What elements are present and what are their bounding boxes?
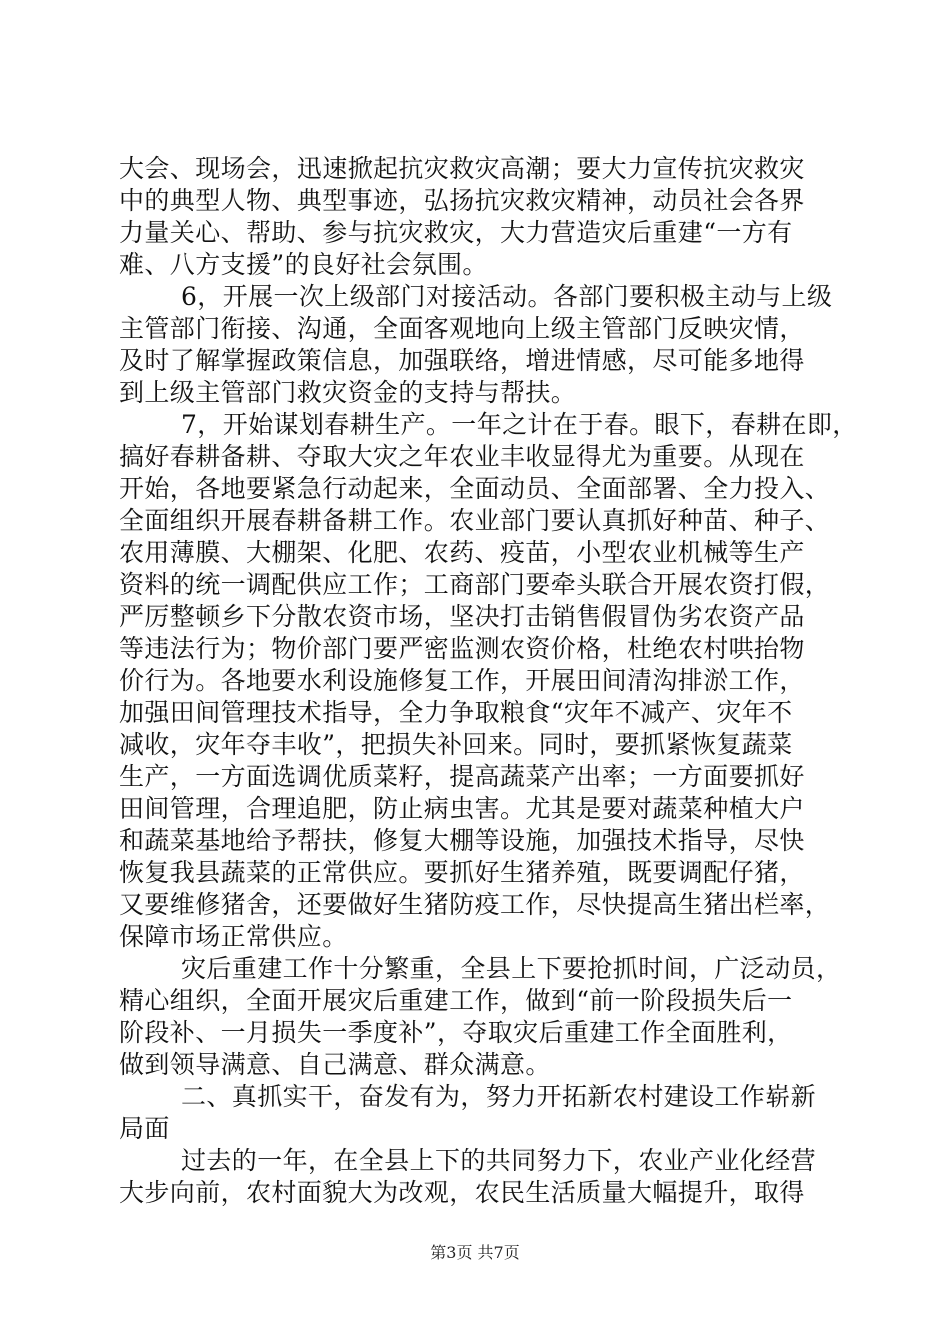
text-line: 主管部门衔接、沟通，全面客观地向上级主管部门反映灾情，: [119, 314, 805, 343]
text-line: 到上级主管部门救灾资金的支持与帮扶。: [119, 378, 577, 407]
text-line: 大会、现场会，迅速掀起抗灾救灾高潮；要大力宣传抗灾救灾: [119, 154, 805, 183]
text-line: 又要维修猪舍，还要做好生猪防疫工作，尽快提高生猪出栏率，: [119, 890, 831, 919]
text-line: 开始，各地要紧急行动起来，全面动员、全面部署、全力投入、: [119, 474, 831, 503]
text-line: 6，开展一次上级部门对接活动。各部门要积极主动与上级: [181, 282, 833, 311]
text-line: 中的典型人物、典型事迹，弘扬抗灾救灾精神，动员社会各界: [119, 186, 805, 215]
text-line: 难、八方支援”的良好社会氛围。: [119, 250, 488, 279]
text-line: 阶段补、一月损失一季度补”，夺取灾后重建工作全面胜利，: [119, 1018, 793, 1047]
paragraph: [119, 281, 831, 409]
text-line: 农用薄膜、大棚架、化肥、农药、疫苗，小型农业机械等生产: [119, 538, 805, 567]
text-line: 二、真抓实干，奋发有为，努力开拓新农村建设工作崭新: [181, 1082, 817, 1111]
text-line: 等违法行为；物价部门要严密监测农资价格，杜绝农村哄抬物: [119, 634, 805, 663]
text-line: 恢复我县蔬菜的正常供应。要抓好生猪养殖，既要调配仔猪，: [119, 858, 805, 887]
text-line: 7，开始谋划春耕生产。一年之计在于春。眼下，春耕在即，: [181, 410, 858, 439]
paragraph: [119, 409, 858, 953]
paragraph: [119, 153, 831, 281]
text-line: 保障市场正常供应。: [119, 922, 348, 951]
text-line: 做到领导满意、自己满意、群众满意。: [119, 1050, 551, 1079]
text-line: 全面组织开展春耕备耕工作。农业部门要认真抓好种苗、种子、: [119, 506, 831, 535]
text-line: 和蔬菜基地给予帮扶，修复大棚等设施，加强技术指导，尽快: [119, 826, 805, 855]
text-line: 力量关心、帮助、参与抗灾救灾，大力营造灾后重建“一方有: [119, 218, 793, 247]
text-line: 大步向前，农村面貌大为改观，农民生活质量大幅提升，取得: [119, 1178, 805, 1207]
page-footer: 第3页 共7页: [430, 1243, 520, 1262]
text-line: 价行为。各地要水利设施修复工作，开展田间清沟排淤工作，: [119, 666, 805, 695]
text-line: 严厉整顿乡下分散农资市场，坚决打击销售假冒伪劣农资产品: [119, 602, 805, 631]
document-body: [119, 153, 858, 1209]
paragraph: [119, 953, 842, 1081]
text-line: 减收，灾年夺丰收”，把损失补回来。同时，要抓紧恢复蔬菜: [119, 730, 793, 759]
paragraph: [119, 1145, 831, 1209]
text-line: 灾后重建工作十分繁重，全县上下要抢抓时间，广泛动员，: [181, 954, 842, 983]
text-line: 资料的统一调配供应工作；工商部门要牵头联合开展农资打假，: [119, 570, 831, 599]
text-line: 田间管理，合理追肥，防止病虫害。尤其是要对蔬菜种植大户: [119, 794, 805, 823]
text-line: 搞好春耕备耕、夺取大灾之年农业丰收显得尤为重要。从现在: [119, 442, 805, 471]
text-line: 及时了解掌握政策信息，加强联络，增进情感，尽可能多地得: [119, 346, 805, 375]
text-line: 生产，一方面选调优质菜籽，提高蔬菜产出率；一方面要抓好: [119, 762, 805, 791]
paragraph: [119, 1081, 831, 1145]
text-line: 加强田间管理技术指导，全力争取粮食“灾年不减产、灾年不: [119, 698, 793, 727]
text-line: 精心组织，全面开展灾后重建工作，做到“前一阶段损失后一: [119, 986, 793, 1015]
text-line: 局面: [119, 1114, 170, 1143]
text-line: 过去的一年，在全县上下的共同努力下，农业产业化经营: [181, 1146, 817, 1175]
